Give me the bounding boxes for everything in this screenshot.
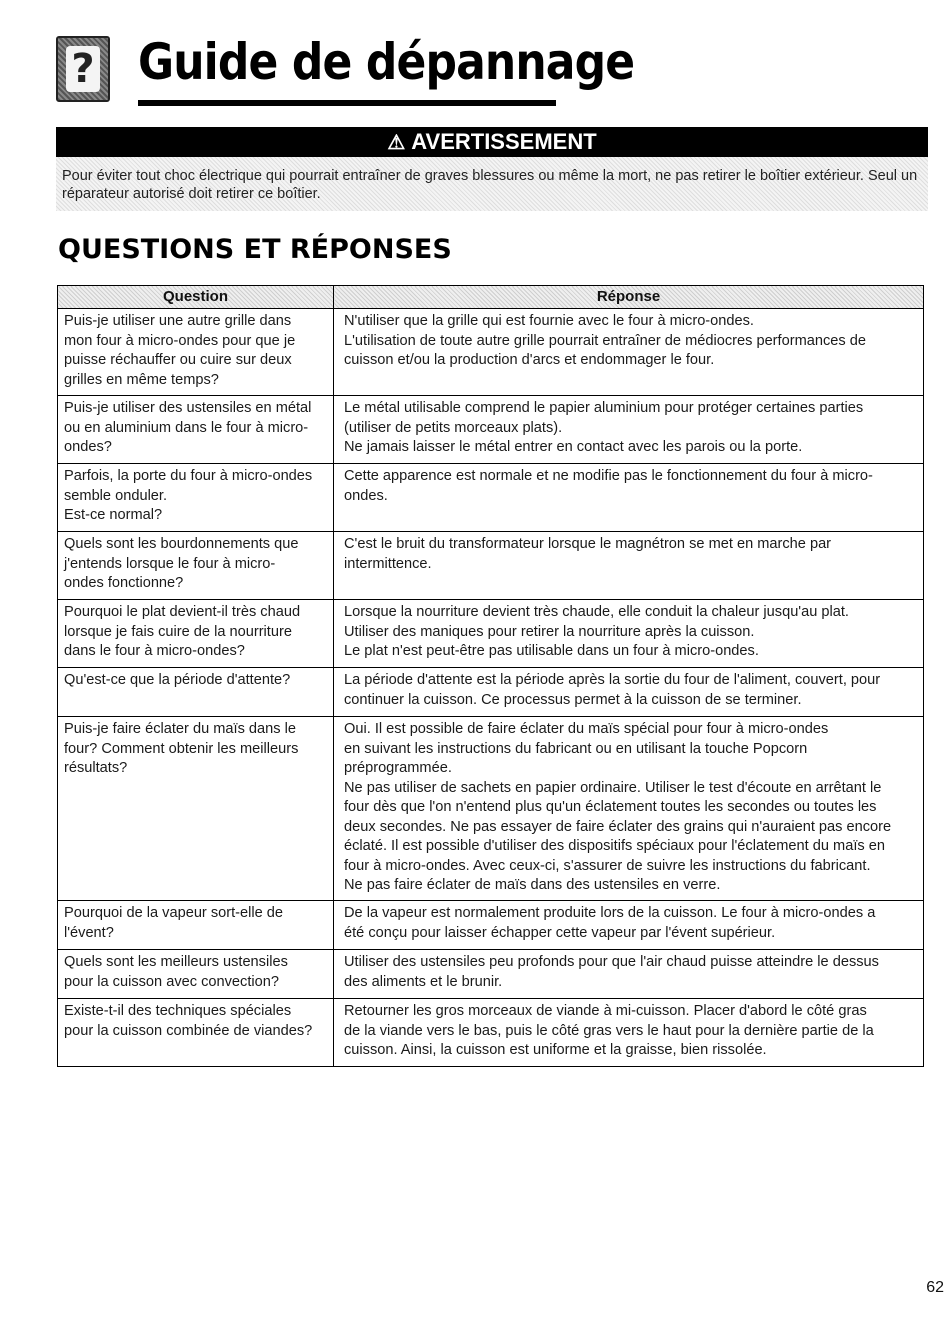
warning-text: Pour éviter tout choc électrique qui pourrait entraîner de graves blessures ou même la mort, ne pas retirer le boîtier extérieur. Seul un réparateur autorisé doit retirer ce boîtier. [56, 157, 928, 211]
question-line: pour la cuisson avec convection? [64, 973, 279, 990]
answer-line: C'est le bruit du transformateur lorsque le magnétron se met en marche par [344, 536, 832, 552]
question-line: dans le four à micro-ondes? [64, 643, 245, 659]
answer-line: Retourner les gros morceaux de viande à mi-cuisson. Placer d'abord le côté gras [344, 1003, 867, 1019]
page-number: 62 [926, 1279, 944, 1296]
warning-header [56, 127, 928, 157]
table-row [58, 999, 924, 1067]
answer-line: N'utiliser que la grille qui est fournie avec le four à micro-ondes. [344, 313, 754, 329]
question-line: Puis-je utiliser des ustensiles en métal [64, 400, 312, 416]
question-cell [58, 668, 334, 717]
answer-line: Utiliser des ustensiles peu profonds pour que l'air chaud puisse atteindre le dessus [344, 954, 879, 970]
answer-cell [334, 309, 924, 396]
table-row [58, 901, 924, 950]
table-row [58, 717, 924, 901]
table-row [58, 668, 924, 717]
section-title: QUESTIONS ET RÉPONSES [58, 234, 452, 265]
answer-cell [334, 717, 924, 901]
table-row [58, 532, 924, 600]
question-line: mon four à micro-ondes pour que je [64, 332, 296, 349]
table-body [58, 309, 924, 1067]
question-cell [58, 717, 334, 901]
answer-line: Cette apparence est normale et ne modifie pas le fonctionnement du four à micro- [344, 468, 873, 484]
question-line: j'entends lorsque le four à micro- [64, 555, 276, 572]
answer-cell [334, 600, 924, 668]
question-line: semble onduler. [64, 487, 168, 504]
answer-cell [334, 999, 924, 1067]
question-line: Pourquoi de la vapeur sort-elle de [64, 905, 284, 921]
question-mark-glyph: ? [66, 46, 100, 92]
warning-box [56, 127, 928, 211]
question-line: Quels sont les meilleurs ustensiles [64, 954, 288, 970]
question-cell [58, 464, 334, 532]
table-row [58, 600, 924, 668]
question-mark-icon [56, 36, 110, 102]
question-line: l'évent? [64, 924, 114, 941]
page-header [56, 30, 635, 110]
question-line: pour la cuisson combinée de viandes? [64, 1022, 313, 1039]
answer-line: continuer la cuisson. Ce processus permet à la cuisson de se terminer. [344, 691, 802, 708]
table-row [58, 464, 924, 532]
answer-cell [334, 396, 924, 464]
answer-line: deux secondes. Ne pas essayer de faire éclater des grains qui n'auraient pas encore [344, 818, 892, 835]
answer-line: L'utilisation de toute autre grille pourrait entraîner de médiocres performances de [344, 332, 866, 349]
answer-line: préprogrammée. [344, 760, 452, 776]
question-cell [58, 309, 334, 396]
table-row [58, 396, 924, 464]
question-line: puisse réchauffer ou cuire sur deux [64, 352, 292, 368]
answer-line: (utiliser de petits morceaux plats). [344, 419, 563, 436]
answer-line: été conçu pour laisser échapper cette vapeur par l'évent supérieur. [344, 924, 776, 941]
answer-line: Utiliser des maniques pour retirer la nourriture après la cuisson. [344, 623, 755, 640]
answer-cell [334, 950, 924, 999]
question-cell [58, 999, 334, 1067]
question-cell [58, 600, 334, 668]
column-header-question: Question [58, 286, 334, 309]
warning-triangle-icon: ⚠ [387, 132, 406, 154]
answer-line: de la viande vers le bas, puis le côté gras vers le haut pour la dernière partie de la [344, 1022, 874, 1039]
answer-line: cuisson. Ainsi, la cuisson est uniforme et la graisse, bien rissolée. [344, 1042, 767, 1058]
answer-line: Lorsque la nourriture devient très chaude, elle conduit la chaleur jusqu'au plat. [344, 604, 849, 620]
column-header-answer: Réponse [334, 286, 924, 309]
table-header-row [58, 286, 924, 309]
question-line: ou en aluminium dans le four à micro- [64, 419, 309, 436]
answer-line: Le plat n'est peut-être pas utilisable dans un four à micro-ondes. [344, 643, 759, 659]
answer-cell [334, 464, 924, 532]
answer-cell [334, 668, 924, 717]
answer-line: Ne pas faire éclater de maïs dans des ustensiles en verre. [344, 877, 721, 893]
question-line: four? Comment obtenir les meilleurs [64, 740, 299, 757]
answer-line: La période d'attente est la période après la sortie du four de l'aliment, couvert, pour [344, 672, 881, 688]
question-line: Est-ce normal? [64, 507, 163, 523]
answer-line: en suivant les instructions du fabricant ou en utilisant la touche Popcorn [344, 740, 808, 757]
question-cell [58, 901, 334, 950]
question-line: Pourquoi le plat devient-il très chaud [64, 604, 301, 620]
answer-cell [334, 532, 924, 600]
answer-cell [334, 901, 924, 950]
title-underline [138, 100, 556, 106]
answer-line: Oui. Il est possible de faire éclater du maïs spécial pour four à micro-ondes [344, 721, 829, 737]
question-line: Quels sont les bourdonnements que [64, 536, 299, 552]
question-line: grilles en même temps? [64, 371, 219, 388]
page-title: Guide de dépannage [138, 33, 635, 91]
question-line: ondes? [64, 439, 112, 455]
question-cell [58, 532, 334, 600]
answer-line: des aliments et le brunir. [344, 973, 503, 990]
answer-line: four dès que l'on n'entend plus qu'un éclatement toutes les secondes ou toutes les [344, 799, 877, 815]
question-line: résultats? [64, 760, 128, 776]
answer-line: Ne pas utiliser de sachets en papier ordinaire. Utiliser le test d'écoute en arrêtant le [344, 779, 882, 796]
answer-line: intermittence. [344, 555, 432, 572]
question-line: lorsque je fais cuire de la nourriture [64, 623, 292, 640]
table-row [58, 950, 924, 999]
question-cell [58, 950, 334, 999]
question-line: Puis-je faire éclater du maïs dans le [64, 721, 296, 737]
answer-line: ondes. [344, 487, 388, 504]
question-cell [58, 396, 334, 464]
question-line: ondes fonctionne? [64, 575, 184, 591]
qa-table [57, 285, 924, 1067]
question-line: Existe-t-il des techniques spéciales [64, 1003, 292, 1019]
question-line: Parfois, la porte du four à micro-ondes [64, 468, 313, 484]
answer-line: Ne jamais laisser le métal entrer en contact avec les parois ou la porte. [344, 439, 803, 455]
warning-title: AVERTISSEMENT [411, 129, 597, 154]
question-line: Puis-je utiliser une autre grille dans [64, 313, 292, 329]
answer-line: éclaté. Il est possible d'utiliser des dispositifs spéciaux pour l'éclatement du maïs en [344, 838, 885, 854]
question-line: Qu'est-ce que la période d'attente? [64, 672, 291, 688]
answer-line: Le métal utilisable comprend le papier aluminium pour protéger certaines parties [344, 400, 864, 416]
answer-line: cuisson et/ou la production d'arcs et endommager le four. [344, 352, 715, 368]
table-row [58, 309, 924, 396]
answer-line: four à micro-ondes. Avec ceux-ci, s'assurer de suivre les instructions du fabricant. [344, 857, 871, 874]
answer-line: De la vapeur est normalement produite lors de la cuisson. Le four à micro-ondes a [344, 905, 876, 921]
